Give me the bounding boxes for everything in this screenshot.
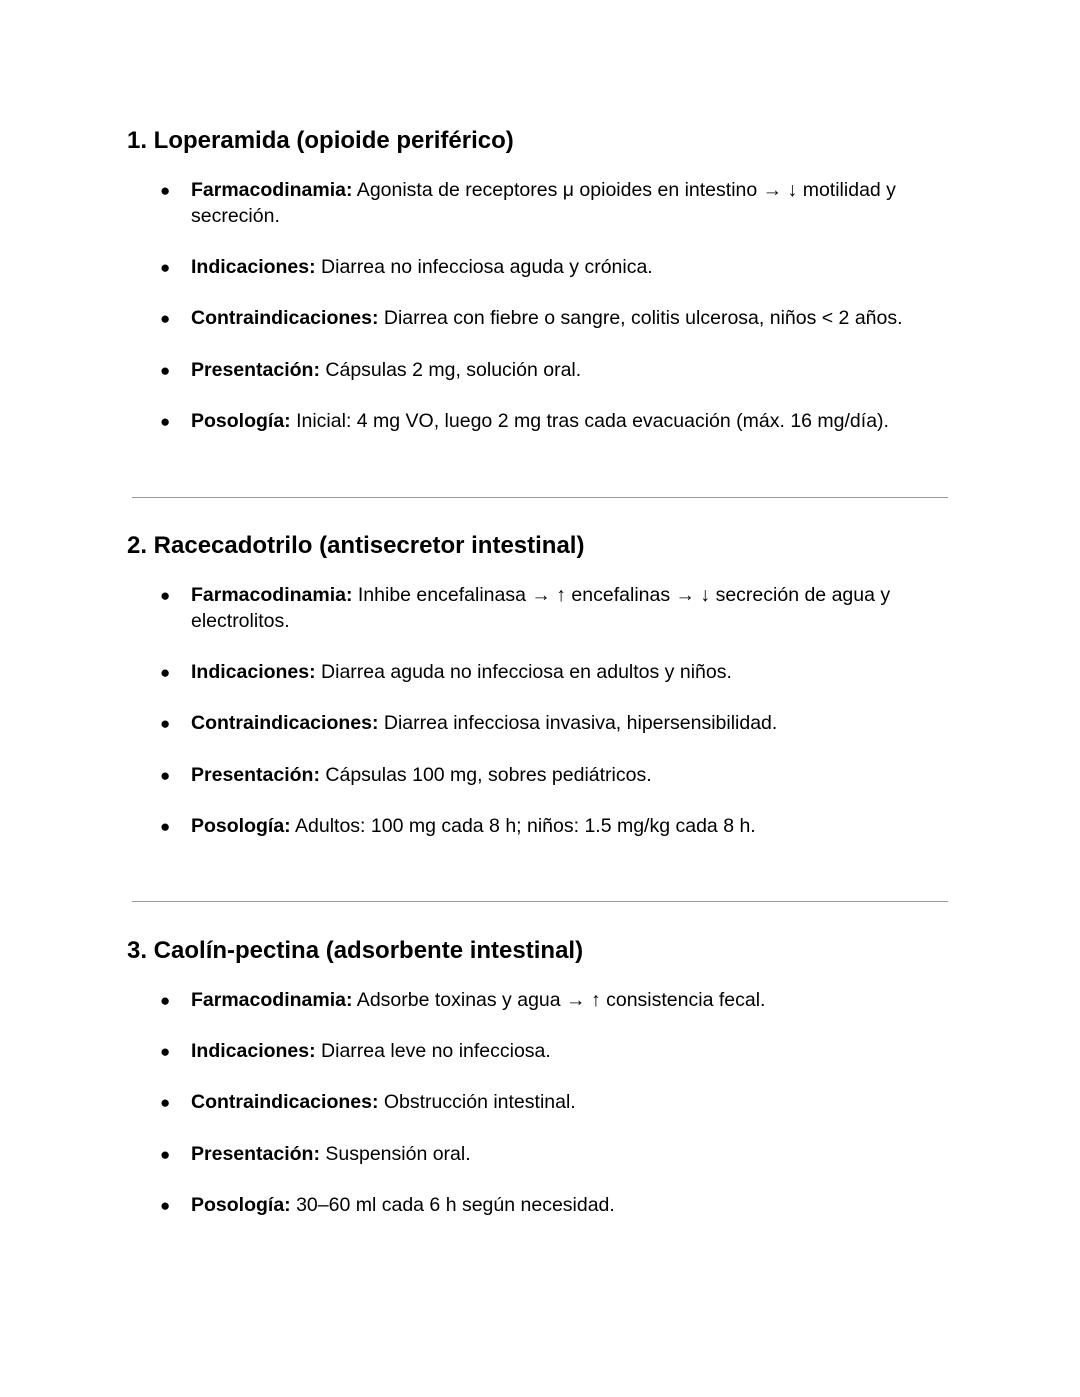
list-item: [160, 660, 920, 686]
item-value: Diarrea no infecciosa aguda y crónica.: [315, 256, 653, 278]
item-label: Farmacodinamia:: [191, 179, 353, 201]
bullet-icon: ●: [160, 1196, 171, 1215]
list-item: [160, 1193, 920, 1219]
bullet-icon: ●: [160, 714, 171, 733]
section-title: 3. Caolín-pectina (adsorbente intestinal): [127, 937, 584, 964]
section-divider: [132, 497, 948, 498]
item-value: Adsorbe toxinas y agua → ↑ consistencia fecal.: [352, 989, 766, 1011]
bullet-icon: ●: [160, 361, 171, 380]
bullet-icon: ●: [160, 309, 171, 328]
bullet-icon: ●: [160, 663, 171, 682]
item-label: Posología:: [191, 410, 291, 432]
item-value: Suspensión oral.: [319, 1143, 471, 1165]
item-label: Indicaciones:: [191, 1040, 316, 1062]
bullet-icon: ●: [160, 586, 171, 605]
list-item: [160, 255, 920, 281]
list-item: [160, 763, 920, 789]
section-title: 1. Loperamida (opioide periférico): [127, 127, 514, 154]
list-item: [160, 711, 920, 737]
bullet-icon: ●: [160, 1145, 171, 1164]
bullet-icon: ●: [160, 817, 171, 836]
list-item: [160, 988, 920, 1014]
item-label: Contraindicaciones:: [191, 307, 379, 329]
bullet-icon: ●: [160, 181, 171, 200]
bullet-icon: ●: [160, 766, 171, 785]
item-label: Indicaciones:: [191, 661, 316, 683]
bullet-icon: ●: [160, 412, 171, 431]
item-value: Inhibe encefalinasa → ↑ encefalinas → ↓ secreción de agua y electrolitos.: [191, 584, 891, 632]
item-label: Posología:: [191, 815, 291, 837]
bullet-icon: ●: [160, 1042, 171, 1061]
item-value: Obstrucción intestinal.: [378, 1091, 576, 1113]
bullet-icon: ●: [160, 258, 171, 277]
section-divider: [132, 901, 948, 902]
list-item: [160, 178, 920, 229]
section-title: 2. Racecadotrilo (antisecretor intestinal): [127, 532, 585, 559]
item-label: Contraindicaciones:: [191, 1091, 379, 1113]
item-value: Diarrea infecciosa invasiva, hipersensibilidad.: [378, 712, 778, 734]
list-item: [160, 1090, 920, 1116]
list-item: [160, 1142, 920, 1168]
item-label: Presentación:: [191, 764, 320, 786]
item-value: Inicial: 4 mg VO, luego 2 mg tras cada evacuación (máx. 16 mg/día).: [290, 410, 889, 432]
bullet-icon: ●: [160, 1093, 171, 1112]
list-item: [160, 1039, 920, 1065]
item-label: Presentación:: [191, 359, 320, 381]
list-item: [160, 583, 920, 634]
list-item: [160, 409, 920, 435]
item-value: Diarrea con fiebre o sangre, colitis ulcerosa, niños < 2 años.: [378, 307, 903, 329]
item-value: Diarrea aguda no infecciosa en adultos y niños.: [315, 661, 732, 683]
item-label: Farmacodinamia:: [191, 584, 353, 606]
item-value: Agonista de receptores μ opioides en intestino → ↓ motilidad y secreción.: [191, 179, 896, 227]
item-label: Indicaciones:: [191, 256, 316, 278]
item-value: Adultos: 100 mg cada 8 h; niños: 1.5 mg/kg cada 8 h.: [290, 815, 756, 837]
bullet-icon: ●: [160, 991, 171, 1010]
item-label: Contraindicaciones:: [191, 712, 379, 734]
list-item: [160, 306, 920, 332]
item-label: Presentación:: [191, 1143, 320, 1165]
item-value: Cápsulas 2 mg, solución oral.: [319, 359, 582, 381]
item-label: Farmacodinamia:: [191, 989, 353, 1011]
list-item: [160, 814, 920, 840]
item-value: Cápsulas 100 mg, sobres pediátricos.: [319, 764, 652, 786]
item-value: 30–60 ml cada 6 h según necesidad.: [290, 1194, 615, 1216]
item-label: Posología:: [191, 1194, 291, 1216]
list-item: [160, 358, 920, 384]
item-value: Diarrea leve no infecciosa.: [315, 1040, 551, 1062]
